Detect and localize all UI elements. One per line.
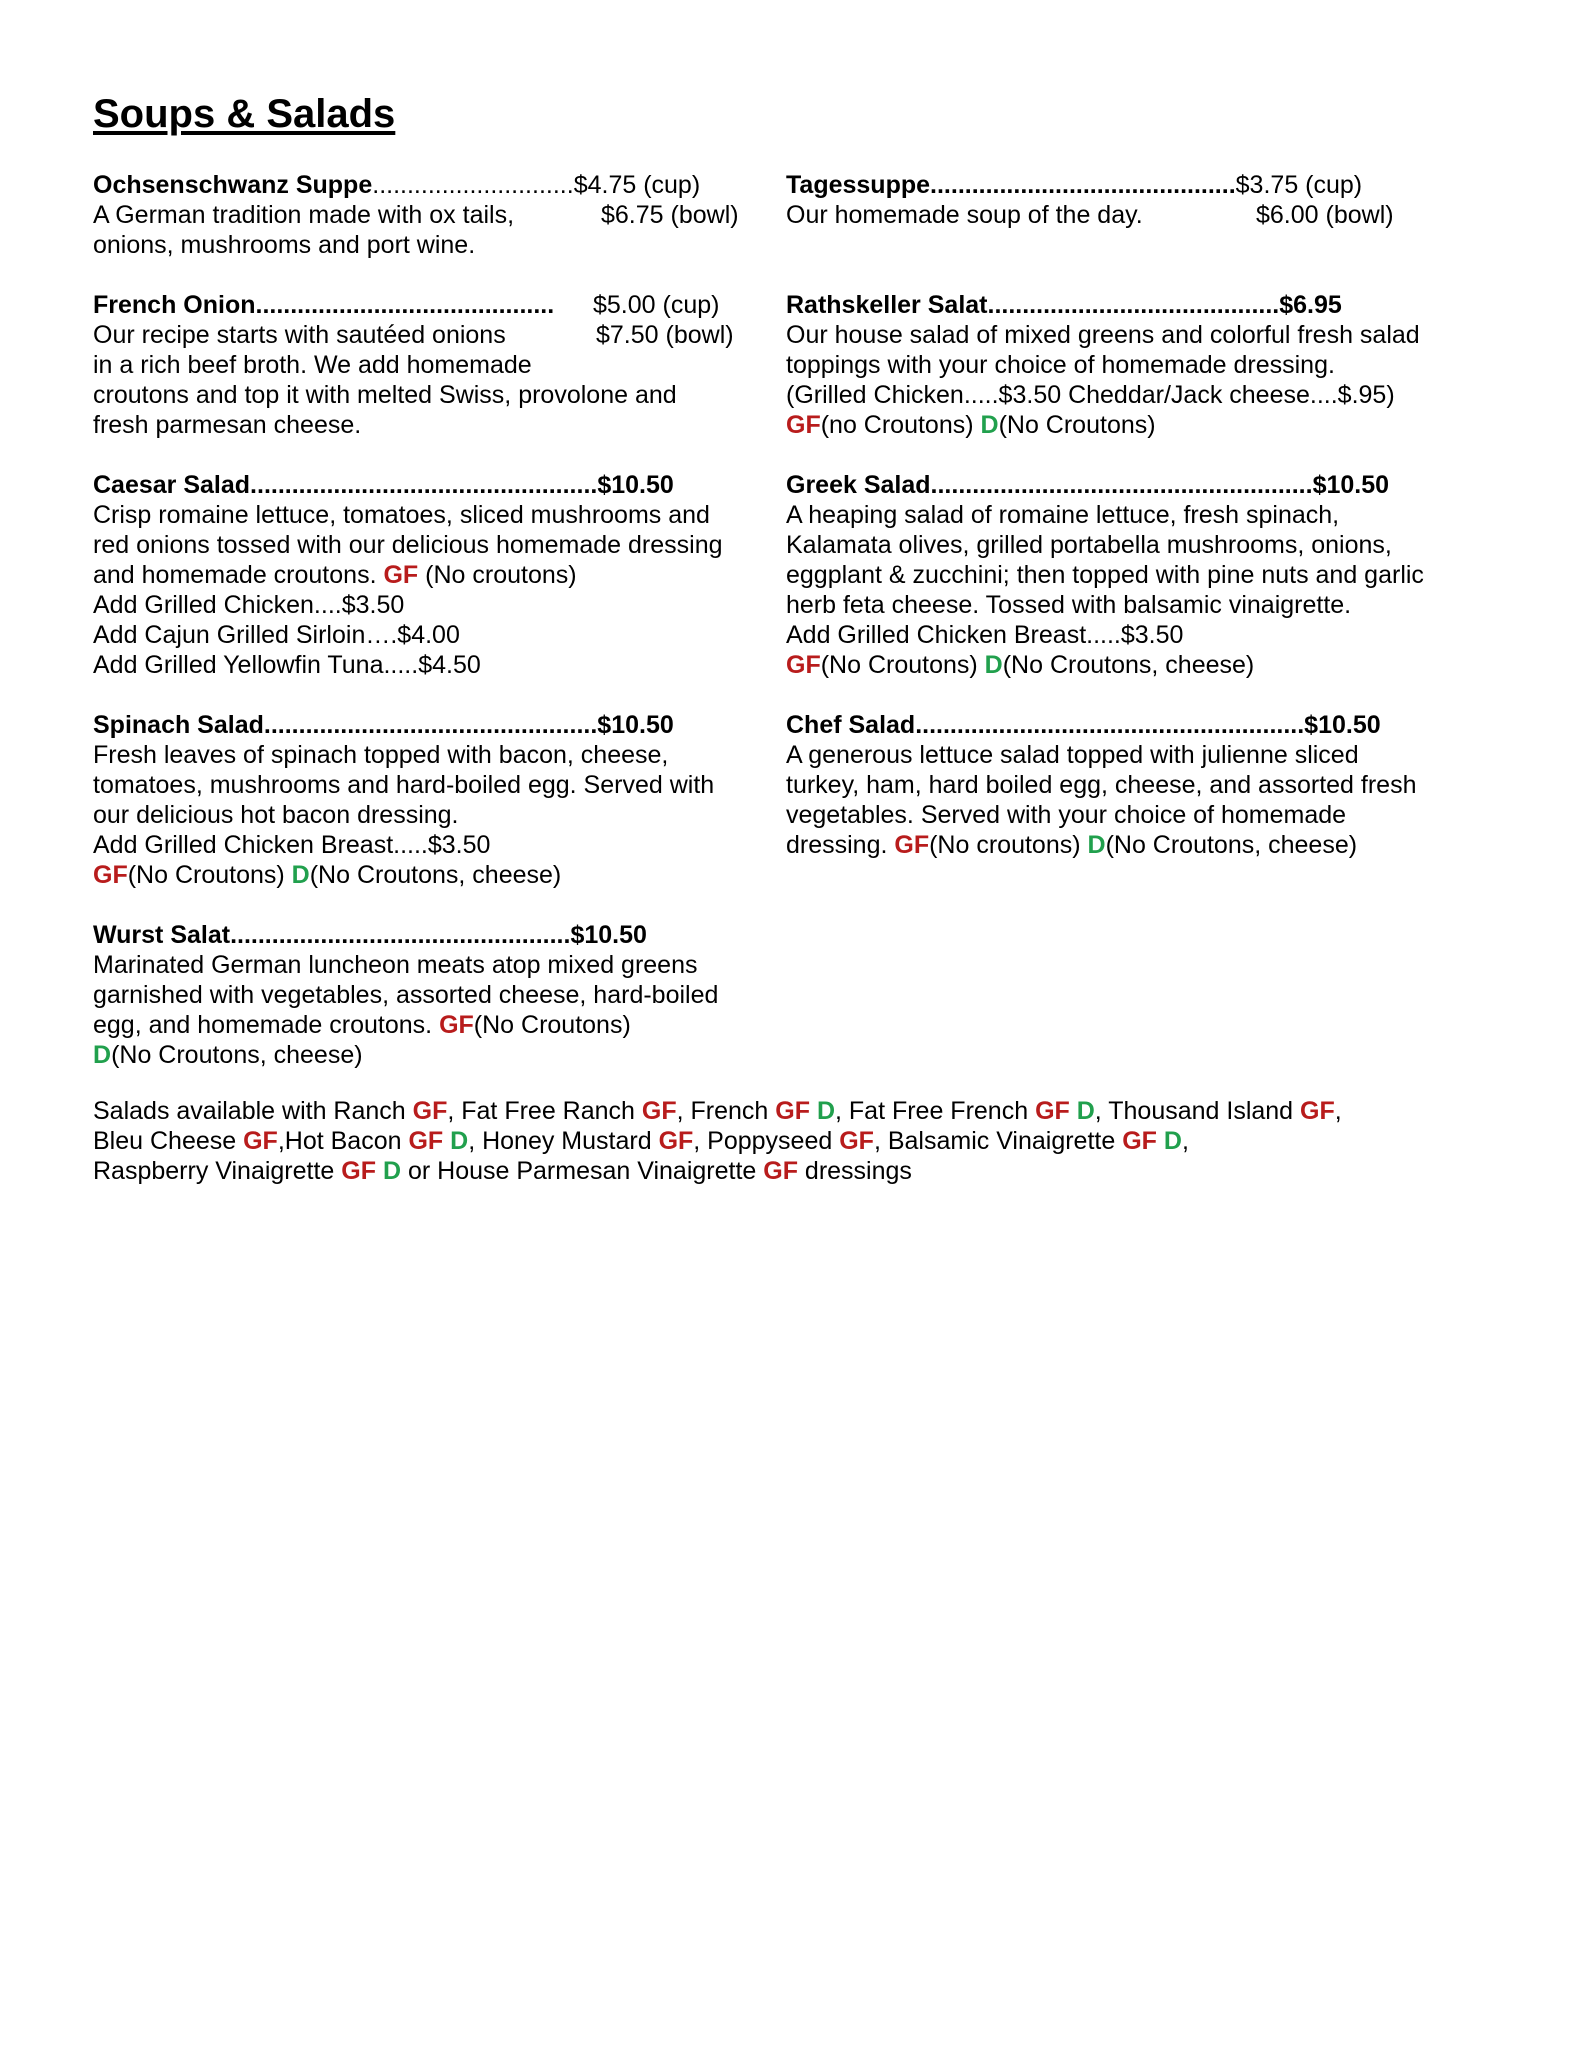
menu-item-tagessuppe xyxy=(786,170,1506,230)
dressings-text: dressings xyxy=(797,1157,912,1185)
d-tag: D xyxy=(980,411,999,439)
add-on: (Grilled Chicken.....$3.50 Cheddar/Jack cheese....$.95) xyxy=(786,381,1395,409)
gf-tag: GF xyxy=(641,1097,677,1125)
d-note: (No Croutons, cheese) xyxy=(111,1041,363,1069)
dressings-text: , Poppyseed xyxy=(693,1127,840,1155)
item-description: Our homemade soup of the day. xyxy=(786,201,1143,229)
item-price: $6.95 xyxy=(1279,291,1342,319)
d-tag: D xyxy=(1076,1097,1095,1125)
right-column xyxy=(786,170,1506,890)
item-description: toppings with your choice of homemade dressing. xyxy=(786,351,1335,379)
item-description: A German tradition made with ox tails, xyxy=(93,201,515,229)
d-tag: D xyxy=(382,1157,402,1185)
menu-item-rathskeller-salat xyxy=(786,290,1506,440)
gf-tag: GF xyxy=(439,1011,474,1039)
d-note: (No Croutons, cheese) xyxy=(309,861,562,889)
gf-tag: GF xyxy=(1122,1127,1157,1155)
add-on: Add Grilled Chicken....$3.50 xyxy=(93,591,405,619)
item-description-tag-line xyxy=(93,560,773,590)
dressings-text: , Thousand Island xyxy=(1094,1097,1301,1125)
gf-note: (No Croutons) xyxy=(127,861,292,889)
dressings-text: ,Hot Bacon xyxy=(277,1127,409,1155)
item-description: Crisp romaine lettuce, tomatoes, sliced mushrooms and xyxy=(93,501,710,529)
item-name: Tagessuppe xyxy=(786,171,931,199)
dressings-text: Bleu Cheese xyxy=(93,1127,244,1155)
gf-tag: GF xyxy=(408,1127,444,1155)
gf-note: (no Croutons) xyxy=(820,411,981,439)
item-name: Greek Salad xyxy=(786,471,931,499)
item-description: croutons and top it with melted Swiss, provolone and xyxy=(93,381,677,409)
price-bowl: $6.75 (bowl) xyxy=(601,201,739,229)
gf-note: (No croutons) xyxy=(929,831,1088,859)
price-bowl: $6.00 (bowl) xyxy=(1256,201,1394,229)
item-description: eggplant & zucchini; then topped with pine nuts and garlic xyxy=(786,561,1424,589)
item-description: onions, mushrooms and port wine. xyxy=(93,231,476,259)
gf-tag: GF xyxy=(341,1157,376,1185)
item-price: $10.50 xyxy=(597,471,674,499)
item-description: A heaping salad of romaine lettuce, fresh spinach, xyxy=(786,501,1340,529)
item-description: in a rich beef broth. We add homemade xyxy=(93,351,532,379)
d-tag: D xyxy=(1087,831,1106,859)
gf-note: (No Croutons) xyxy=(473,1011,631,1039)
left-column xyxy=(93,170,773,1100)
leader-dots: .......................................... xyxy=(987,291,1280,319)
gf-tag: GF xyxy=(412,1097,448,1125)
gf-tag: GF xyxy=(658,1127,694,1155)
item-name: Chef Salad xyxy=(786,711,916,739)
menu-item-wurst-salat xyxy=(93,920,773,1070)
leader-dots: ........................................................ xyxy=(915,711,1305,739)
item-description: garnished with vegetables, assorted cheese, hard-boiled xyxy=(93,981,719,1009)
item-description: egg, and homemade croutons. xyxy=(93,1011,440,1039)
item-description: dressing. xyxy=(786,831,895,859)
item-name: Caesar Salad xyxy=(93,471,251,499)
dressings-text: , Balsamic Vinaigrette xyxy=(873,1127,1123,1155)
gf-tag: GF xyxy=(383,561,419,589)
leader-dots: ............................................ xyxy=(930,171,1236,199)
menu-item-french-onion xyxy=(93,290,773,440)
diet-tags xyxy=(93,1040,773,1070)
item-name: Rathskeller Salat xyxy=(786,291,988,319)
item-description: red onions tossed with our delicious homemade dressing xyxy=(93,531,723,559)
leader-dots: ....................................................... xyxy=(930,471,1313,499)
menu-item-ochsenschwanz-suppe xyxy=(93,170,773,260)
dressings-note xyxy=(93,1096,1513,1186)
item-name: Wurst Salat xyxy=(93,921,231,949)
dressings-text: , French xyxy=(676,1097,776,1125)
item-description-tag-line xyxy=(93,1010,773,1040)
gf-note: (No croutons) xyxy=(418,561,577,589)
item-name: Spinach Salad xyxy=(93,711,264,739)
gf-tag: GF xyxy=(894,831,930,859)
d-note: (No Croutons, cheese) xyxy=(1002,651,1255,679)
dressings-text xyxy=(810,1097,817,1125)
dressings-text: Salads available with Ranch xyxy=(93,1097,413,1125)
leader-dots: ................................................. xyxy=(230,921,571,949)
d-note: (No Croutons, cheese) xyxy=(1105,831,1358,859)
gf-tag: GF xyxy=(775,1097,810,1125)
leader-dots: ................................................ xyxy=(263,711,598,739)
d-tag: D xyxy=(984,651,1003,679)
item-description: Kalamata olives, grilled portabella mushrooms, onions, xyxy=(786,531,1392,559)
leader-dots: ............................. xyxy=(372,171,574,199)
dressings-text: , Fat Free Ranch xyxy=(447,1097,642,1125)
d-tag: D xyxy=(291,861,310,889)
gf-tag: GF xyxy=(786,651,821,679)
item-description: Our recipe starts with sautéed onions xyxy=(93,321,506,349)
menu-item-chef-salad xyxy=(786,710,1506,860)
page-title: Soups & Salads xyxy=(93,92,396,136)
dressings-text xyxy=(376,1157,383,1185)
gf-tag: GF xyxy=(763,1157,798,1185)
dressings-text: or House Parmesan Vinaigrette xyxy=(401,1157,764,1185)
d-tag: D xyxy=(816,1097,835,1125)
gf-tag: GF xyxy=(839,1127,874,1155)
dressings-text xyxy=(1157,1127,1164,1155)
price-cup: $3.75 (cup) xyxy=(1235,171,1363,199)
dressings-line xyxy=(93,1096,1513,1126)
gf-tag: GF xyxy=(243,1127,278,1155)
menu-item-spinach-salad xyxy=(93,710,773,890)
item-description: herb feta cheese. Tossed with balsamic vinaigrette. xyxy=(786,591,1352,619)
diet-tags xyxy=(786,650,1506,680)
dressings-text: , xyxy=(1181,1127,1189,1155)
item-description: our delicious hot bacon dressing. xyxy=(93,801,459,829)
price-cup: $4.75 (cup) xyxy=(573,171,701,199)
dressings-text: , xyxy=(1334,1097,1342,1125)
item-description: tomatoes, mushrooms and hard-boiled egg. Served with xyxy=(93,771,715,799)
item-price: $10.50 xyxy=(1304,711,1381,739)
dressings-text: , Fat Free French xyxy=(835,1097,1036,1125)
add-on: Add Grilled Yellowfin Tuna.....$4.50 xyxy=(93,651,481,679)
leader-dots: ........................................... xyxy=(255,291,555,319)
item-description: and homemade croutons. xyxy=(93,561,384,589)
price-bowl: $7.50 (bowl) xyxy=(596,321,734,349)
d-tag: D xyxy=(1163,1127,1182,1155)
item-name: Ochsenschwanz Suppe xyxy=(93,171,373,199)
item-description-tag-line xyxy=(786,830,1506,860)
leader-dots: .................................................. xyxy=(250,471,598,499)
item-description: Our house salad of mixed greens and colorful fresh salad xyxy=(786,321,1420,349)
item-description: vegetables. Served with your choice of homemade xyxy=(786,801,1347,829)
add-on: Add Cajun Grilled Sirloin….$4.00 xyxy=(93,621,460,649)
add-on: Add Grilled Chicken Breast.....$3.50 xyxy=(786,621,1184,649)
d-tag: D xyxy=(93,1041,112,1069)
item-description: A generous lettuce salad topped with julienne sliced xyxy=(786,741,1359,769)
item-price: $10.50 xyxy=(570,921,647,949)
d-note: (No Croutons) xyxy=(998,411,1156,439)
gf-tag: GF xyxy=(1300,1097,1335,1125)
item-description: Marinated German luncheon meats atop mixed greens xyxy=(93,951,698,979)
diet-tags xyxy=(93,860,773,890)
add-on: Add Grilled Chicken Breast.....$3.50 xyxy=(93,831,491,859)
gf-tag: GF xyxy=(1035,1097,1070,1125)
menu-item-caesar-salad xyxy=(93,470,773,680)
item-description: turkey, ham, hard boiled egg, cheese, and assorted fresh xyxy=(786,771,1417,799)
item-price: $10.50 xyxy=(1312,471,1390,499)
gf-tag: GF xyxy=(786,411,821,439)
item-description: Fresh leaves of spinach topped with bacon, cheese, xyxy=(93,741,669,769)
item-name: French Onion xyxy=(93,291,256,319)
price-cup: $5.00 (cup) xyxy=(593,291,720,319)
dressings-text: Raspberry Vinaigrette xyxy=(93,1157,342,1185)
gf-tag: GF xyxy=(93,861,128,889)
dressings-line xyxy=(93,1156,1513,1186)
dressings-text: , Honey Mustard xyxy=(468,1127,659,1155)
gf-note: (No Croutons) xyxy=(820,651,985,679)
item-price: $10.50 xyxy=(597,711,674,739)
d-tag: D xyxy=(450,1127,469,1155)
diet-tags xyxy=(786,410,1506,440)
dressings-line xyxy=(93,1126,1513,1156)
item-description: fresh parmesan cheese. xyxy=(93,411,362,439)
menu-item-greek-salad xyxy=(786,470,1506,680)
dressings-text xyxy=(1070,1097,1077,1125)
